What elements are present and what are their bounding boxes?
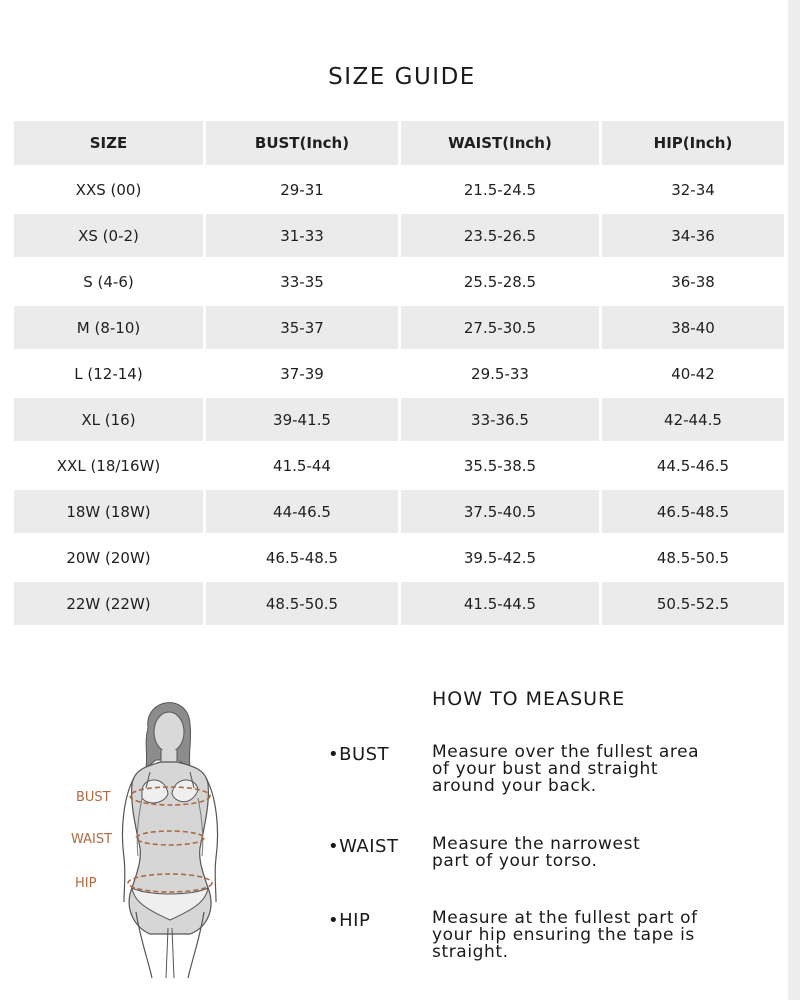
waist-item-label: •WAIST <box>328 836 399 857</box>
description-line: Measure at the fullest part of <box>432 908 698 928</box>
bust-cell: 46.5-48.5 <box>206 536 398 579</box>
description-line: your hip ensuring the tape is <box>432 925 695 945</box>
waist-cell: 29.5-33 <box>401 352 599 395</box>
hip-cell: 38-40 <box>602 306 784 349</box>
waist-cell: 41.5-44.5 <box>401 582 599 625</box>
table-row <box>14 536 784 579</box>
hip-cell: 46.5-48.5 <box>602 490 784 533</box>
figure-label-waist: WAIST <box>71 832 113 847</box>
waist-cell: 35.5-38.5 <box>401 444 599 487</box>
size-cell: M (8-10) <box>14 306 203 349</box>
hip-cell: 40-42 <box>602 352 784 395</box>
hip-item-description <box>432 910 732 961</box>
hip-item-label: •HIP <box>328 910 371 931</box>
table-row <box>14 444 784 487</box>
size-cell: L (12-14) <box>14 352 203 395</box>
header-bust: BUST(Inch) <box>206 121 398 165</box>
size-cell: XS (0-2) <box>14 214 203 257</box>
bust-item-description <box>432 744 732 795</box>
waist-item-description <box>432 836 732 870</box>
size-cell: XL (16) <box>14 398 203 441</box>
waist-cell: 27.5-30.5 <box>401 306 599 349</box>
size-table <box>11 118 787 628</box>
table-row <box>14 260 784 303</box>
waist-cell: 21.5-24.5 <box>401 168 599 211</box>
size-cell: 22W (22W) <box>14 582 203 625</box>
figure-label-hip: HIP <box>75 876 97 891</box>
description-line: straight. <box>432 942 509 962</box>
description-line: part of your torso. <box>432 851 598 871</box>
page-edge-strip <box>788 0 800 1000</box>
page-title: SIZE GUIDE <box>328 64 476 90</box>
table-row <box>14 168 784 211</box>
bust-item-label: •BUST <box>328 744 390 765</box>
bust-cell: 37-39 <box>206 352 398 395</box>
header-hip: HIP(Inch) <box>602 121 784 165</box>
size-cell: 18W (18W) <box>14 490 203 533</box>
waist-cell: 37.5-40.5 <box>401 490 599 533</box>
size-cell: XXS (00) <box>14 168 203 211</box>
bust-cell: 48.5-50.5 <box>206 582 398 625</box>
waist-cell: 25.5-28.5 <box>401 260 599 303</box>
bust-cell: 41.5-44 <box>206 444 398 487</box>
table-header-row <box>14 121 784 165</box>
bust-cell: 39-41.5 <box>206 398 398 441</box>
figure-label-bust: BUST <box>76 790 111 805</box>
table-row <box>14 214 784 257</box>
hip-cell: 42-44.5 <box>602 398 784 441</box>
bust-cell: 35-37 <box>206 306 398 349</box>
description-line: around your back. <box>432 776 597 796</box>
description-line: Measure the narrowest <box>432 834 641 854</box>
bust-cell: 44-46.5 <box>206 490 398 533</box>
table-row <box>14 582 784 625</box>
hip-cell: 50.5-52.5 <box>602 582 784 625</box>
waist-cell: 23.5-26.5 <box>401 214 599 257</box>
hip-cell: 48.5-50.5 <box>602 536 784 579</box>
bust-cell: 31-33 <box>206 214 398 257</box>
table-row <box>14 398 784 441</box>
hip-cell: 32-34 <box>602 168 784 211</box>
waist-cell: 33-36.5 <box>401 398 599 441</box>
size-cell: XXL (18/16W) <box>14 444 203 487</box>
description-line: Measure over the fullest area <box>432 742 700 762</box>
bust-cell: 29-31 <box>206 168 398 211</box>
bust-cell: 33-35 <box>206 260 398 303</box>
description-line: of your bust and straight <box>432 759 659 779</box>
hip-cell: 44.5-46.5 <box>602 444 784 487</box>
table-row <box>14 306 784 349</box>
header-size: SIZE <box>14 121 203 165</box>
table-row <box>14 352 784 395</box>
size-cell: 20W (20W) <box>14 536 203 579</box>
hip-cell: 36-38 <box>602 260 784 303</box>
table-row <box>14 490 784 533</box>
size-cell: S (4-6) <box>14 260 203 303</box>
how-to-measure-title: HOW TO MEASURE <box>432 688 626 710</box>
header-waist: WAIST(Inch) <box>401 121 599 165</box>
hip-cell: 34-36 <box>602 214 784 257</box>
waist-cell: 39.5-42.5 <box>401 536 599 579</box>
